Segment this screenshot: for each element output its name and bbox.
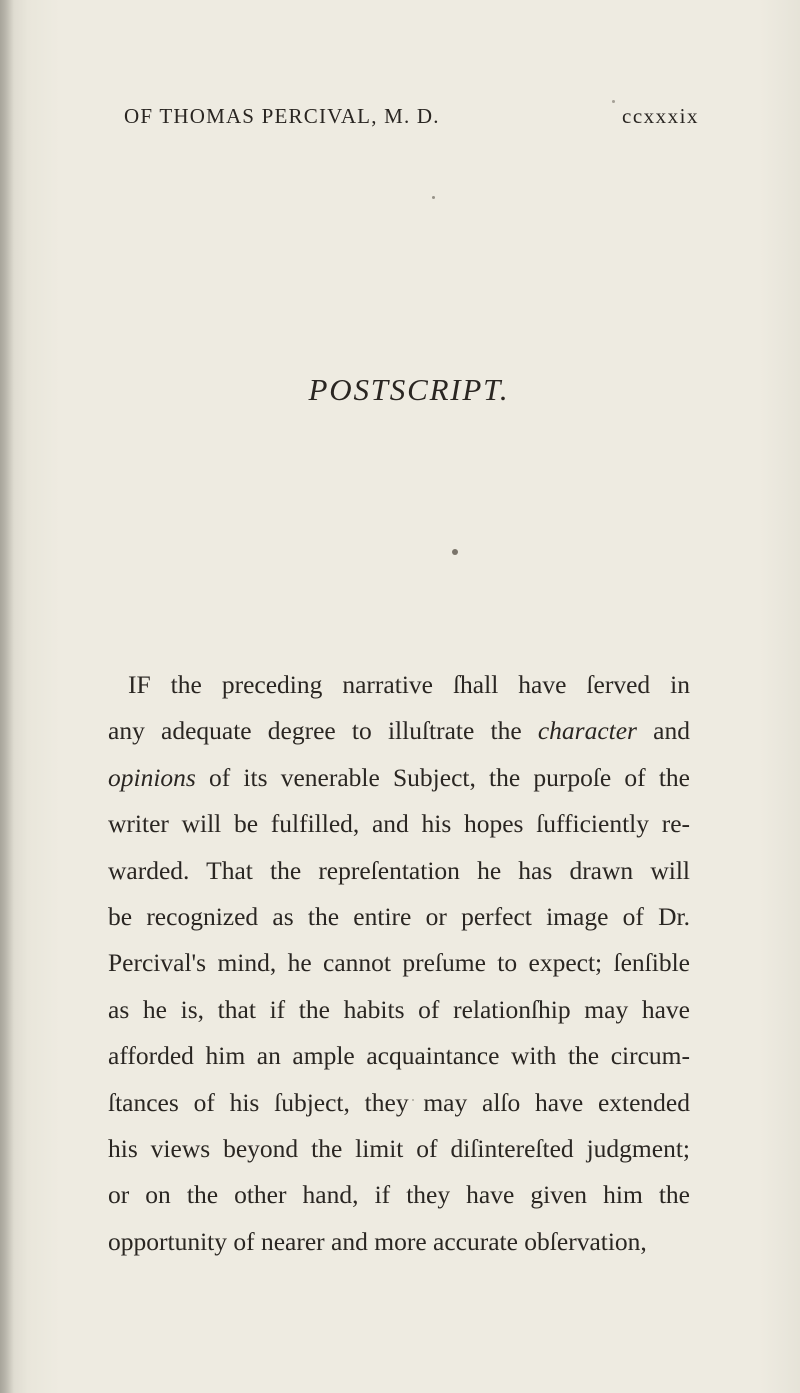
running-title: OF THOMAS PERCIVAL, M. D.: [124, 104, 440, 128]
text-line: [108, 987, 690, 1033]
text-line: [108, 662, 690, 708]
italic-run: opinions: [108, 762, 196, 792]
text-line: [108, 801, 690, 847]
text-line: [108, 1033, 690, 1079]
text-run: his views beyond the limit of diſintereſted judgment;: [108, 1133, 690, 1163]
text-line: [108, 1172, 690, 1218]
text-run: as he is, that if the habits of relationſhip may have: [108, 994, 690, 1024]
text-run: or on the other hand, if they have given him the: [108, 1180, 690, 1210]
page-number: ccxxxix: [622, 104, 699, 128]
text-line: [108, 1080, 690, 1126]
text-run: writer will be fulfilled, and his hopes ſufficiently re-: [108, 809, 690, 839]
text-line: [108, 755, 690, 801]
text-run: any adequate degree to illuſtrate the: [108, 716, 538, 746]
text-run: Percival's mind, he cannot preſume to expect; ſenſible: [108, 948, 690, 978]
ink-speck: [612, 100, 615, 103]
text-line: [108, 708, 690, 754]
text-line: [108, 894, 690, 940]
running-head: [0, 104, 800, 138]
text-run: afforded him an ample acquaintance with the circum-: [108, 1041, 690, 1071]
text-line: [108, 940, 690, 986]
ink-speck: [432, 196, 435, 199]
text-run: warded. That the repreſentation he has drawn will: [108, 855, 690, 885]
text-run: IF the preceding narrative ſhall have ſerved in: [128, 670, 690, 699]
ink-speck: [452, 549, 458, 555]
text-run: be recognized as the entire or perfect image of Dr.: [108, 901, 690, 931]
text-run: ſtances of his ſubject, they may alſo have extended: [108, 1087, 690, 1117]
text-line: [108, 1126, 690, 1172]
ink-speck: [412, 1099, 414, 1101]
text-run: of its venerable Subject, the purpoſe of the: [195, 762, 690, 792]
text-line: [108, 848, 690, 894]
gutter-shadow: [0, 0, 14, 1393]
text-run: opportunity of nearer and more accurate obſervation,: [108, 1226, 647, 1256]
body-paragraph: [108, 662, 690, 1265]
section-heading: POSTSCRIPT.: [308, 372, 510, 407]
text-line: [108, 1219, 690, 1265]
italic-run: character: [537, 716, 637, 746]
text-run: and: [636, 716, 690, 746]
